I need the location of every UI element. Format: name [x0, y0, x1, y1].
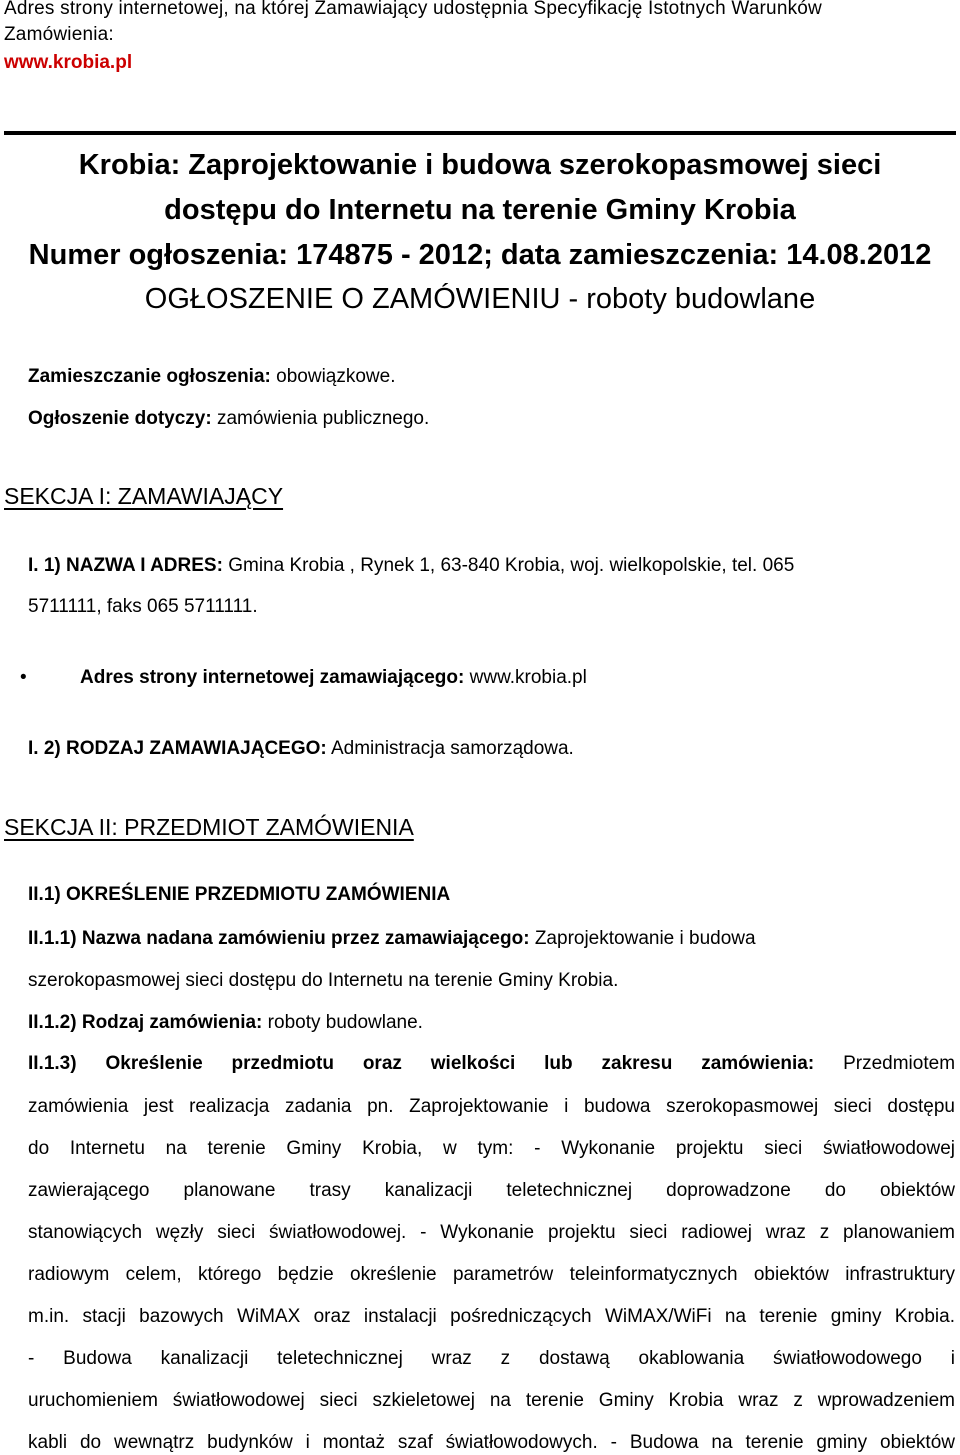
ii13-line: do Internetu na terenie Gminy Krobia, w tym: - Wykonanie projektu sieci światłowodowej [28, 1138, 955, 1159]
ii13-line: radiowym celem, którego będzie określenie parametrów teleinformatycznych obiektów infrastruktury [28, 1264, 955, 1285]
i2-value: Administracja samorządowa. [330, 738, 574, 759]
concerns-value: zamówienia publicznego. [216, 408, 430, 429]
ii11-label: II.1.1) Nazwa nadana zamówieniu przez zamawiającego: [28, 928, 530, 949]
ii13-value-first: Przedmiotem [843, 1053, 956, 1074]
ii11-value: Zaprojektowanie i budowa [534, 928, 756, 949]
concerns-label: Ogłoszenie dotyczy: [28, 408, 212, 429]
i1-row-cont: 5711111, faks 065 5711111. [28, 596, 258, 617]
ii13-line: - Budowa kanalizacji teletechnicznej wraz z dostawą okablowania światłowodowego i [28, 1348, 955, 1369]
notice-title-line-2: dostępu do Internetu na terenie Gminy Krobia [164, 194, 796, 226]
siwz-address-line-2: Zamówienia: [4, 24, 114, 45]
i2-label: I. 2) RODZAJ ZAMAWIAJĄCEGO: [28, 738, 327, 759]
i2-row [28, 738, 574, 760]
ii13-line: zamówienia jest realizacja zadania pn. Zaprojektowanie i budowa szerokopasmowej sieci dostępu [28, 1096, 955, 1117]
ii12-label: II.1.2) Rodzaj zamówienia: [28, 1012, 263, 1033]
ii12-row [28, 1012, 423, 1034]
ii13-line: kabli do wewnątrz budynków i montaż szaf światłowodowych. - Budowa na terenie gminy obiektów [28, 1432, 955, 1453]
placement-row [28, 366, 395, 388]
header-divider [4, 131, 956, 135]
siwz-url-link[interactable]: www.krobia.pl [4, 52, 133, 73]
notice-type-line: OGŁOSZENIE O ZAMÓWIENIU - roboty budowlane [144, 283, 816, 315]
i1-label: I. 1) NAZWA I ADRES: [28, 555, 223, 576]
ii13-label: II.1.3) Określenie przedmiotu oraz wielkości lub zakresu zamówienia: [28, 1053, 815, 1074]
ii12-value: roboty budowlane. [267, 1012, 423, 1033]
ii13-line: m.in. stacji bazowych WiMAX oraz instalacji pośredniczących WiMAX/WiFi na terenie gminy Krobia. [28, 1306, 955, 1327]
section-1-heading: SEKCJA I: ZAMAWIAJĄCY [4, 483, 284, 509]
ii13-line: zawierającego planowane trasy kanalizacji teletechnicznej doprowadzone do obiektów [28, 1180, 955, 1201]
bullet-dot: • [20, 667, 27, 688]
siwz-address-line: Adres strony internetowej, na której Zamawiający udostępnia Specyfikację Istotnych Warunków [4, 0, 822, 19]
ii11-row [28, 928, 756, 950]
ii1-heading: II.1) OKREŚLENIE PRZEDMIOTU ZAMÓWIENIA [28, 884, 451, 905]
buyer-website-label: Adres strony internetowej zamawiającego: [80, 667, 465, 688]
section-2-heading: SEKCJA II: PRZEDMIOT ZAMÓWIENIA [4, 814, 414, 840]
notice-title-line-1: Krobia: Zaprojektowanie i budowa szerokopasmowej sieci [78, 149, 882, 181]
concerns-row [28, 408, 429, 430]
ii13-line: uruchomieniem światłowodowej sieci szkieletowej na terenie Gminy Krobia wraz z wprowadzeniem [28, 1390, 955, 1411]
ii13-row [28, 1053, 955, 1075]
ii11-row-cont: szerokopasmowej sieci dostępu do Internetu na terenie Gminy Krobia. [28, 970, 619, 991]
buyer-website-value[interactable]: www.krobia.pl [469, 667, 587, 688]
bullet-row [80, 667, 587, 689]
ii13-line: stanowiących węzły sieci światłowodowej. - Wykonanie projektu sieci radiowej wraz z planowaniem [28, 1222, 955, 1243]
i1-value: Gmina Krobia , Rynek 1, 63-840 Krobia, woj. wielkopolskie, tel. 065 [228, 555, 795, 576]
placement-value: obowiązkowe. [276, 366, 396, 387]
notice-number-line: Numer ogłoszenia: 174875 - 2012; data zamieszczenia: 14.08.2012 [28, 239, 932, 271]
placement-label: Zamieszczanie ogłoszenia: [28, 366, 271, 387]
i1-row [28, 555, 794, 577]
